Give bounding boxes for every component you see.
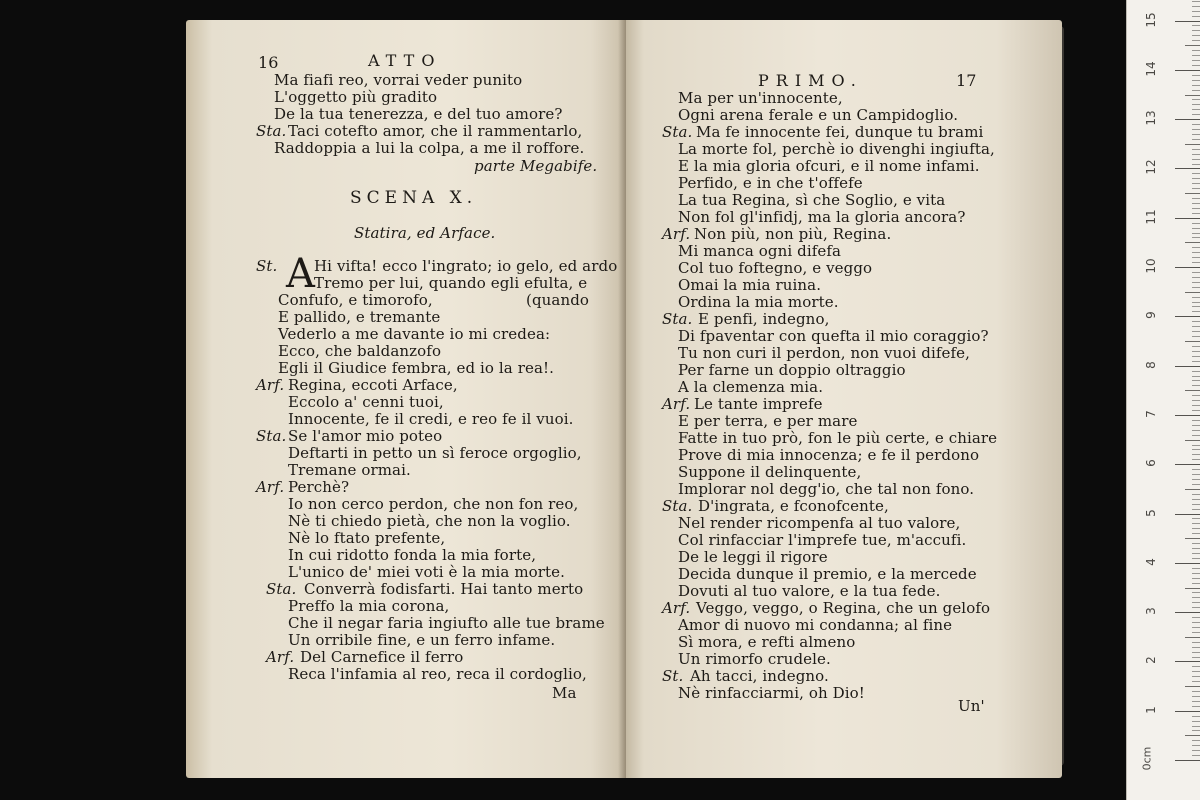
ruler-tick <box>1192 385 1200 386</box>
verse-line: Ma fiafi reo, vorrai veder punito <box>274 71 523 89</box>
ruler-tick <box>1192 351 1200 352</box>
ruler-tick <box>1192 16 1200 17</box>
ruler-tick <box>1192 178 1200 179</box>
ruler-tick <box>1192 696 1200 697</box>
verse-line: Se l'amor mio poteo <box>288 427 443 445</box>
verse-line: Le tante imprefe <box>694 395 823 413</box>
ruler-tick <box>1192 331 1200 332</box>
ruler-tick <box>1192 479 1200 480</box>
speaker-label: Arf. <box>266 648 295 666</box>
ruler-label: 4 <box>1144 557 1158 566</box>
ruler-tick <box>1175 168 1200 169</box>
ruler-label: 2 <box>1144 656 1158 665</box>
ruler-tick <box>1192 430 1200 431</box>
verse-line: Veggo, veggo, o Regina, che un gelofo <box>696 599 991 617</box>
verse-line: Di fpaventar con quefta il mio coraggio? <box>678 327 989 345</box>
ruler-label: 3 <box>1144 607 1158 615</box>
verse-line: Eccolo a' cenni tuoi, <box>288 393 444 411</box>
ruler-tick <box>1192 306 1200 307</box>
ruler-tick <box>1192 371 1200 372</box>
ruler-tick <box>1192 504 1200 505</box>
ruler-tick <box>1192 60 1200 61</box>
ruler-tick <box>1192 445 1200 446</box>
ruler-tick <box>1192 159 1200 160</box>
ruler-tick <box>1185 538 1200 539</box>
verse-line: La tua Regina, sì che Soglio, e vita <box>678 191 946 209</box>
verse-line: In cui ridotto fonda la mia forte, <box>288 546 537 564</box>
verse-line: Confufo, e timorofo, <box>278 291 433 309</box>
ruler-tick <box>1192 469 1200 470</box>
verse-line: Tu non curi il perdon, non vuoi difefe, <box>678 344 970 362</box>
ruler-tick <box>1192 523 1200 524</box>
ruler-tick <box>1192 380 1200 381</box>
ruler-tick <box>1192 11 1200 12</box>
speaker-label: Sta. <box>662 497 693 515</box>
ruler-tick <box>1185 341 1200 342</box>
verse-line: Non fol gl'infidj, ma la gloria ancora? <box>678 208 966 226</box>
ruler-tick <box>1192 228 1200 229</box>
ruler-tick <box>1185 292 1200 293</box>
ruler-label: 7 <box>1144 410 1158 418</box>
ruler-tick <box>1175 21 1200 22</box>
verse-line: Fatte in tuo prò, fon le più certe, e chiare <box>678 429 998 447</box>
verse-line: Per farne un doppio oltraggio <box>678 361 906 379</box>
ruler-tick <box>1175 70 1200 71</box>
verse-line: Vederlo a me davante io mi credea: <box>278 325 551 343</box>
verse-line: L'unico de' miei voti è la mia morte. <box>288 563 566 581</box>
verse-line: Io non cerco perdon, che non fon reo, <box>288 495 579 513</box>
ruler-tick <box>1192 376 1200 377</box>
right-page <box>626 20 1062 778</box>
speaker-label: Arf. <box>256 376 285 394</box>
ruler-tick <box>1175 366 1200 367</box>
ruler-tick <box>1192 208 1200 209</box>
verse-line: Amor di nuovo mi condanna; al fine <box>678 616 953 634</box>
ruler-tick <box>1192 223 1200 224</box>
ruler-label: 5 <box>1144 508 1158 517</box>
ruler-tick <box>1192 726 1200 727</box>
measuring-ruler <box>1126 0 1200 800</box>
ruler-tick <box>1192 518 1200 519</box>
ruler-tick <box>1175 661 1200 662</box>
ruler-tick <box>1192 173 1200 174</box>
ruler-tick <box>1192 237 1200 238</box>
ruler-tick <box>1192 652 1200 653</box>
verse-line: Nè rinfacciarmi, oh Dio! <box>678 684 865 702</box>
verse-line: Nè ti chiedo pietà, che non la voglio. <box>288 512 571 530</box>
ruler-tick <box>1192 405 1200 406</box>
ruler-tick <box>1192 25 1200 26</box>
ruler-tick <box>1192 676 1200 677</box>
ruler-tick <box>1192 277 1200 278</box>
ruler-tick <box>1175 711 1200 712</box>
ruler-tick <box>1192 750 1200 751</box>
ruler-tick <box>1192 691 1200 692</box>
speaker-label: Sta. <box>662 123 693 141</box>
ruler-tick <box>1192 1 1200 2</box>
verse-line: Nè lo ftato prefente, <box>288 529 446 547</box>
ruler-tick <box>1192 730 1200 731</box>
ruler-tick <box>1192 602 1200 603</box>
speaker-label: Arf. <box>662 225 691 243</box>
ruler-label: 15 <box>1144 11 1158 28</box>
ruler-unit: 0cm <box>1140 746 1154 771</box>
ruler-label: 1 <box>1144 705 1158 714</box>
verse-line: Ordina la mia morte. <box>678 293 839 311</box>
ruler-tick <box>1192 302 1200 303</box>
verse-line: Omai la mia ruina. <box>678 276 822 294</box>
verse-line: (quando <box>526 291 590 309</box>
ruler-tick <box>1192 321 1200 322</box>
verse-line: Regina, eccoti Arface, <box>288 376 458 394</box>
verse-line: Dovuti al tuo valore, e la tua fede. <box>678 582 941 600</box>
drop-cap: A <box>286 251 315 297</box>
ruler-tick <box>1185 637 1200 638</box>
ruler-tick <box>1192 607 1200 608</box>
verse-line: Implorar nol degg'io, che tal non fono. <box>678 480 975 498</box>
ruler-tick <box>1185 588 1200 589</box>
ruler-tick <box>1192 454 1200 455</box>
ruler-tick <box>1192 597 1200 598</box>
verse-line: Ma per un'innocente, <box>678 89 843 107</box>
verse-line: Prove di mia innocenza; e fe il perdono <box>678 446 980 464</box>
verse-line: Non più, non più, Regina. <box>694 225 892 243</box>
verse-line: Mi manca ogni difefa <box>678 242 842 260</box>
ruler-tick <box>1192 553 1200 554</box>
verse-line: Taci cotefto amor, che il rammentarlo, <box>288 122 583 140</box>
scene-characters: Statira, ed Arface. <box>354 224 496 242</box>
catchword: Un' <box>958 697 985 715</box>
ruler-tick <box>1175 316 1200 317</box>
ruler-tick <box>1192 139 1200 140</box>
verse-line: Raddoppia a lui la colpa, a me il roffore. <box>274 139 585 157</box>
verse-line: L'oggetto più gradito <box>274 88 438 106</box>
ruler-tick <box>1192 578 1200 579</box>
ruler-tick <box>1185 390 1200 391</box>
ruler-tick <box>1185 45 1200 46</box>
speaker-label: Sta. <box>662 310 693 328</box>
verse-line: Innocente, fe il credi, e reo fe il vuoi. <box>288 410 574 428</box>
verse-line: Hi vifta! ecco l'ingrato; io gelo, ed ardo <box>314 257 618 275</box>
ruler-tick <box>1192 257 1200 258</box>
ruler-tick <box>1192 740 1200 741</box>
ruler-tick <box>1192 400 1200 401</box>
verse-line: Ma fe innocente fei, dunque tu brami <box>696 123 984 141</box>
verse-line: Col tuo foftegno, e veggo <box>678 259 873 277</box>
verse-line: Tremo per lui, quando egli efulta, e <box>314 274 588 292</box>
ruler-tick <box>1192 657 1200 658</box>
ruler-tick <box>1192 617 1200 618</box>
ruler-tick <box>1192 233 1200 234</box>
ruler-tick <box>1192 435 1200 436</box>
ruler-tick <box>1192 35 1200 36</box>
ruler-tick <box>1175 218 1200 219</box>
ruler-tick <box>1192 164 1200 165</box>
ruler-tick <box>1192 583 1200 584</box>
ruler-label: 8 <box>1144 360 1158 369</box>
ruler-tick <box>1192 346 1200 347</box>
ruler-tick <box>1192 706 1200 707</box>
ruler-tick <box>1192 647 1200 648</box>
ruler-tick <box>1192 183 1200 184</box>
verse-line: Deftarti in petto un sì feroce orgoglio, <box>288 444 582 462</box>
running-head: PRIMO. <box>758 71 863 90</box>
ruler-tick <box>1192 548 1200 549</box>
speaker-label: St. <box>662 667 684 685</box>
verse-line: Perfido, e in che t'offefe <box>678 174 863 192</box>
ruler-tick <box>1192 671 1200 672</box>
ruler-tick <box>1192 272 1200 273</box>
ruler-tick <box>1192 109 1200 110</box>
ruler-tick <box>1192 484 1200 485</box>
verse-line: Ogni arena ferale e un Campidoglio. <box>678 106 959 124</box>
ruler-tick <box>1192 745 1200 746</box>
ruler-tick <box>1192 642 1200 643</box>
ruler-tick <box>1185 144 1200 145</box>
catchword: Ma <box>552 684 577 702</box>
ruler-tick <box>1192 573 1200 574</box>
ruler-tick <box>1192 114 1200 115</box>
ruler-tick <box>1175 563 1200 564</box>
ruler-tick <box>1175 514 1200 515</box>
open-book <box>186 20 1062 778</box>
verse-line: Un rimorfo crudele. <box>678 650 831 668</box>
ruler-tick <box>1192 459 1200 460</box>
verse-line: Che il negar faria ingiufto alle tue brame <box>288 614 605 632</box>
scene-title: SCENA X. <box>350 188 478 208</box>
ruler-tick <box>1192 701 1200 702</box>
left-page <box>186 20 626 778</box>
page-number: 16 <box>258 53 279 72</box>
ruler-tick <box>1192 425 1200 426</box>
ruler-tick <box>1192 75 1200 76</box>
speaker-label: Arf. <box>662 599 691 617</box>
ruler-tick <box>1192 632 1200 633</box>
ruler-tick <box>1175 415 1200 416</box>
ruler-tick <box>1192 124 1200 125</box>
verse-line: Preffo la mia corona, <box>288 597 450 615</box>
verse-line: Ecco, che baldanzofo <box>278 342 442 360</box>
ruler-tick <box>1185 735 1200 736</box>
ruler-tick <box>1185 686 1200 687</box>
speaker-label: Arf. <box>256 478 285 496</box>
ruler-tick <box>1192 65 1200 66</box>
ruler-tick <box>1192 55 1200 56</box>
verse-line: Sì mora, e refti almeno <box>678 633 856 651</box>
ruler-tick <box>1192 247 1200 248</box>
ruler-tick <box>1192 499 1200 500</box>
ruler-tick <box>1192 558 1200 559</box>
ruler-tick <box>1192 361 1200 362</box>
verse-line: Tremane ormai. <box>288 461 411 479</box>
ruler-tick <box>1192 568 1200 569</box>
ruler-tick <box>1192 681 1200 682</box>
ruler-label: 6 <box>1144 459 1158 468</box>
ruler-label: 9 <box>1144 311 1158 320</box>
ruler-tick <box>1192 134 1200 135</box>
ruler-tick <box>1192 410 1200 411</box>
ruler-label: 11 <box>1144 209 1158 225</box>
verse-line: De le leggi il rigore <box>678 548 828 566</box>
speaker-label: Sta. <box>266 580 297 598</box>
verse-line: E per terra, e per mare <box>678 412 858 430</box>
ruler-tick <box>1192 297 1200 298</box>
ruler-tick <box>1192 90 1200 91</box>
ruler-tick <box>1192 449 1200 450</box>
verse-line: Un orribile fine, e un ferro infame. <box>288 631 556 649</box>
verse-line: A la clemenza mia. <box>678 378 824 396</box>
verse-line: Reca l'infamia al reo, reca il cordoglio, <box>288 665 587 683</box>
ruler-tick <box>1192 104 1200 105</box>
ruler-tick <box>1192 80 1200 81</box>
ruler-tick <box>1192 716 1200 717</box>
ruler-tick <box>1192 420 1200 421</box>
ruler-tick <box>1192 592 1200 593</box>
ruler-tick <box>1192 213 1200 214</box>
ruler-tick <box>1192 528 1200 529</box>
verse-line: Egli il Giudice fembra, ed io la rea!. <box>278 359 555 377</box>
stage-direction: parte Megabife. <box>474 157 598 175</box>
verse-line: Ah tacci, indegno. <box>690 667 829 685</box>
ruler-tick <box>1192 282 1200 283</box>
ruler-tick <box>1192 85 1200 86</box>
ruler-tick <box>1192 40 1200 41</box>
verse-line: Nel render ricompenfa al tuo valore, <box>678 514 961 532</box>
ruler-tick <box>1192 99 1200 100</box>
verse-line: Decida dunque il premio, e la mercede <box>678 565 977 583</box>
ruler-tick <box>1185 489 1200 490</box>
verse-line: E pallido, e tremante <box>278 308 441 326</box>
speaker-label: Sta. <box>256 122 287 140</box>
ruler-tick <box>1192 50 1200 51</box>
verse-line: Suppone il delinquente, <box>678 463 862 481</box>
ruler-tick <box>1192 6 1200 7</box>
running-head: ATTO <box>368 51 442 70</box>
verse-line: Col rinfacciar l'imprefe tue, m'accufi. <box>678 531 967 549</box>
ruler-tick <box>1192 149 1200 150</box>
ruler-tick <box>1192 494 1200 495</box>
ruler-tick <box>1175 612 1200 613</box>
ruler-tick <box>1192 311 1200 312</box>
ruler-tick <box>1192 474 1200 475</box>
ruler-tick <box>1192 129 1200 130</box>
ruler-tick <box>1175 119 1200 120</box>
ruler-tick <box>1192 622 1200 623</box>
ruler-tick <box>1192 336 1200 337</box>
ruler-tick <box>1185 440 1200 441</box>
ruler-tick <box>1192 395 1200 396</box>
ruler-tick <box>1192 543 1200 544</box>
ruler-tick <box>1192 533 1200 534</box>
ruler-tick <box>1192 509 1200 510</box>
verse-line: D'ingrata, e fconofcente, <box>698 497 889 515</box>
ruler-label: 12 <box>1144 159 1158 176</box>
ruler-tick <box>1192 154 1200 155</box>
ruler-tick <box>1192 203 1200 204</box>
ruler-tick <box>1192 721 1200 722</box>
ruler-tick <box>1192 252 1200 253</box>
ruler-tick <box>1192 326 1200 327</box>
ruler-label: 13 <box>1144 110 1158 126</box>
verse-line: E penfi, indegno, <box>698 310 830 328</box>
ruler-label: 10 <box>1144 258 1158 274</box>
ruler-tick <box>1192 356 1200 357</box>
ruler-tick <box>1185 242 1200 243</box>
verse-line: De la tua tenerezza, e del tuo amore? <box>274 105 563 123</box>
ruler-tick <box>1185 193 1200 194</box>
ruler-tick <box>1175 464 1200 465</box>
ruler-label: 14 <box>1144 61 1158 77</box>
verse-line: Converrà fodisfarti. Hai tanto merto <box>304 580 584 598</box>
speaker-label: Arf. <box>662 395 691 413</box>
ruler-tick <box>1192 287 1200 288</box>
ruler-tick <box>1175 760 1200 761</box>
ruler-tick <box>1192 198 1200 199</box>
verse-line: E la mia gloria ofcuri, e il nome infami. <box>678 157 980 175</box>
ruler-tick <box>1185 95 1200 96</box>
speaker-label: Sta. <box>256 427 287 445</box>
speaker-label: St. <box>256 257 278 275</box>
verse-line: La morte fol, perchè io divenghi ingiufta, <box>678 140 995 158</box>
ruler-tick <box>1192 30 1200 31</box>
verse-line: Perchè? <box>288 478 350 496</box>
ruler-tick <box>1192 627 1200 628</box>
ruler-tick <box>1192 755 1200 756</box>
ruler-tick <box>1175 267 1200 268</box>
ruler-tick <box>1192 666 1200 667</box>
page-number: 17 <box>956 71 977 90</box>
verse-line: Del Carnefice il ferro <box>300 648 464 666</box>
ruler-tick <box>1192 262 1200 263</box>
ruler-tick <box>1192 188 1200 189</box>
